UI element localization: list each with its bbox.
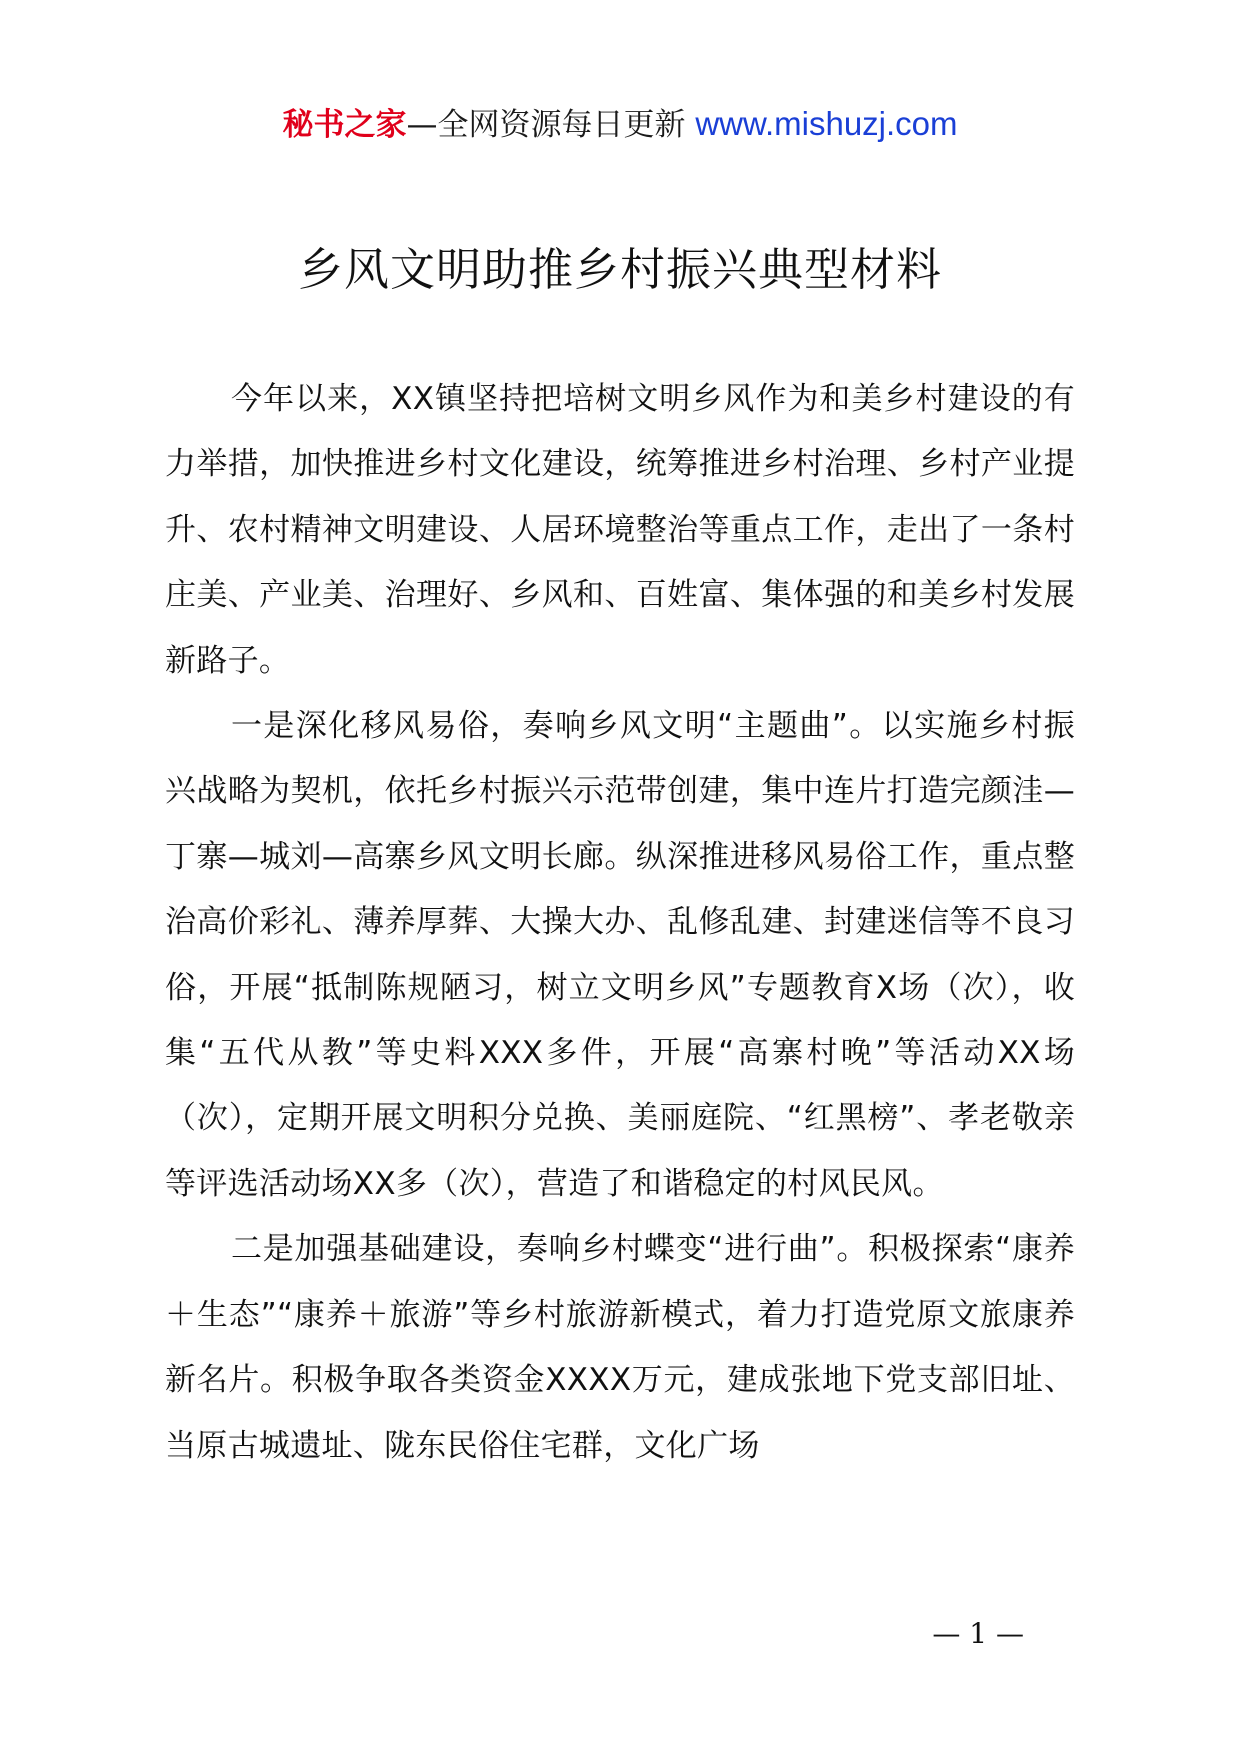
body-paragraph: 二是加强基础建设，奏响乡村蝶变“进行曲”。积极探索“康养＋生态”“康养＋旅游”等乡村旅游新模式，着力打造党原文旅康养新名片。积极争取各类资金XXXX万元，建成张地下党支部旧址、当原古城遗址、陇东民俗住宅群，文化广场 <box>165 1231 1075 1464</box>
body-paragraph: 一是深化移风易俗，奏响乡风文明“主题曲”。以实施乡村振兴战略为契机，依托乡村振兴示范带创建，集中连片打造完颜洼—丁寨—城刘—高寨乡风文明长廊。纵深推进移风易俗工作，重点整治高价彩礼、薄养厚葬、大操大办、乱修乱建、封建迷信等不良习俗，开展“抵制陈规陋习，树立文明乡风”专题教育X场（次），收集“五代从教”等史料XXX多件，开展“高寨村晚”等活动XX场（次），定期开展文明积分兑换、美丽庭院、“红黑榜”、孝老敬亲等评选活动场XX多（次），营造了和谐稳定的村风民风。 <box>165 708 1075 1202</box>
site-url-link[interactable]: www.mishuzj.com <box>695 105 958 142</box>
page-number: — 1 — <box>932 1617 1024 1650</box>
document-title: 乡风文明助推乡村振兴典型材料 <box>297 243 942 296</box>
site-header <box>0 102 1240 147</box>
body-paragraph: 今年以来，XX镇坚持把培树文明乡风作为和美乡村建设的有力举措，加快推进乡村文化建设，统筹推进乡村治理、乡村产业提升、农村精神文明建设、人居环境整治等重点工作，走出了一条村庄美、产业美、治理好、乡风和、百姓富、集体强的和美乡村发展新路子。 <box>165 381 1075 679</box>
header-tagline: —全网资源每日更新 <box>406 107 686 143</box>
brand-name: 秘书之家 <box>282 107 407 143</box>
document-body <box>165 367 1075 1479</box>
